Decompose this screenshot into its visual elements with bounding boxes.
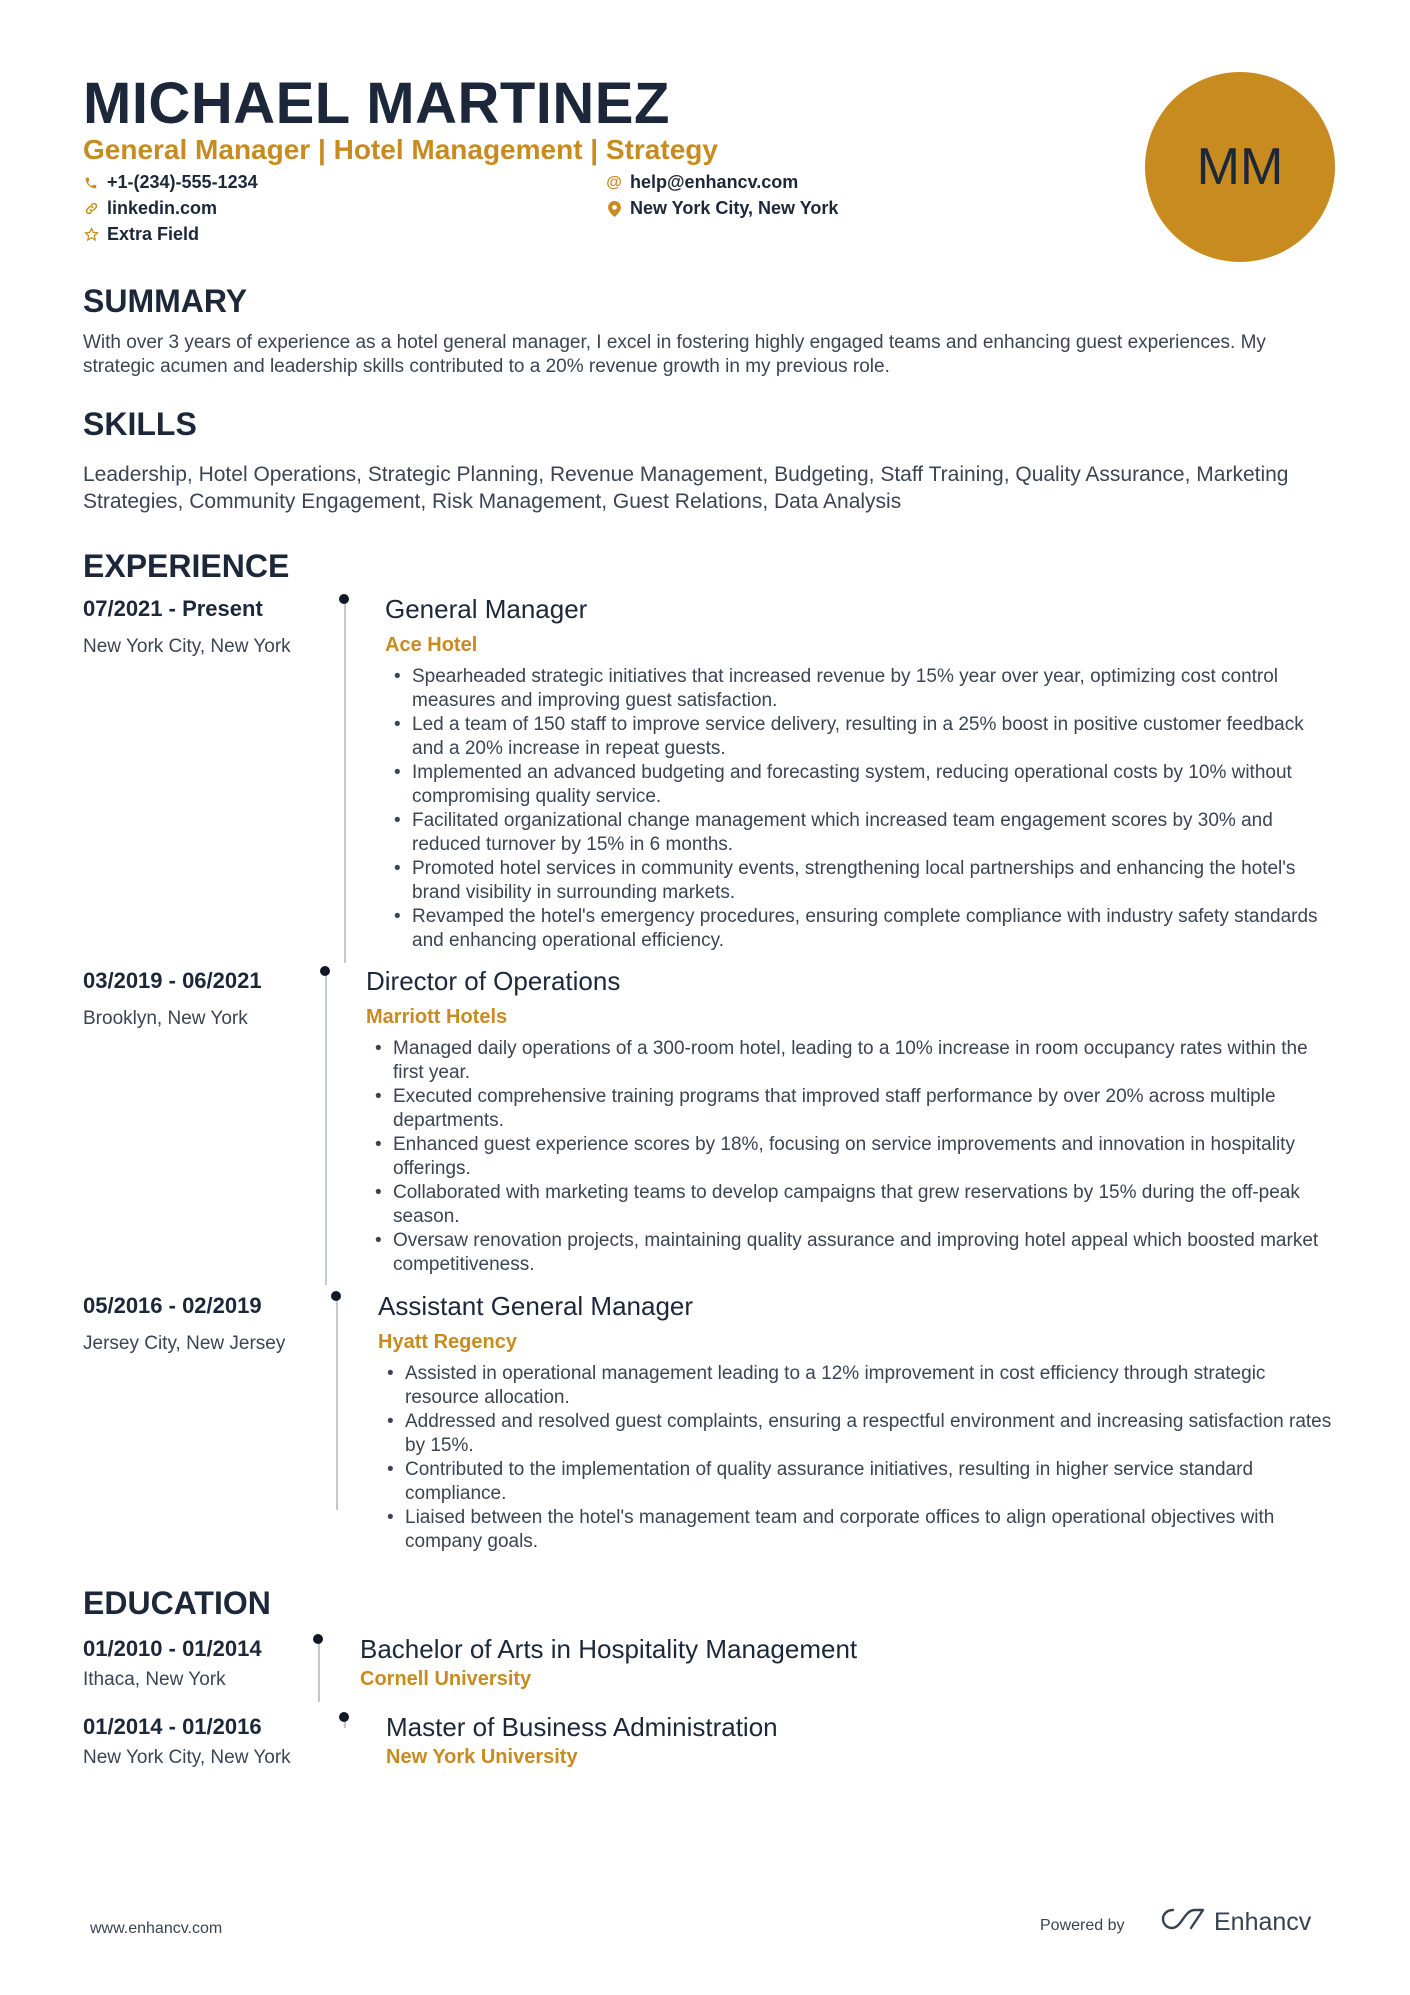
footer-website[interactable]: www.enhancv.com	[90, 1920, 223, 1937]
list-item: • Enhanced guest experience scores by 18%, focusing on service improvements and innovation in hospitality offerings.	[373, 1133, 1333, 1181]
summary-title: SUMMARY	[83, 283, 248, 319]
job-location: Brooklyn, New York	[83, 1008, 248, 1029]
timeline-dot	[313, 1634, 323, 1644]
footer-powered-by: Powered by	[1040, 1917, 1125, 1934]
contact-email[interactable]	[606, 172, 798, 193]
list-item: • Addressed and resolved guest complaints, ensuring a respectful environment and increasing satisfaction rates by 15%.	[385, 1410, 1335, 1458]
list-item: • Facilitated organizational change management which increased team engagement scores by 30% and reduced turnover by 15% in 6 months.	[392, 809, 1332, 857]
list-item: • Implemented an advanced budgeting and forecasting system, reducing operational costs by 10% without compromising quality service.	[392, 761, 1332, 809]
job-company: Hyatt Regency	[378, 1331, 517, 1353]
experience-title: EXPERIENCE	[83, 548, 290, 584]
list-item: • Promoted hotel services in community events, strengthening local partnerships and enhancing the hotel's brand visibility in surrounding markets.	[392, 857, 1332, 905]
edu-dates: 01/2010 - 01/2014	[83, 1636, 262, 1661]
job-bullets	[392, 665, 1332, 953]
list-item: • Collaborated with marketing teams to develop campaigns that grew reservations by 15% during the off-peak season.	[373, 1181, 1333, 1229]
at-icon: @	[606, 173, 622, 191]
job-dates: 07/2021 - Present	[83, 596, 263, 621]
extra-field-text: Extra Field	[107, 224, 200, 244]
edu-degree: Master of Business Administration	[386, 1712, 778, 1742]
list-item: • Oversaw renovation projects, maintaining quality assurance and improving hotel appeal which boosted market competitiveness.	[373, 1229, 1333, 1277]
education-title: EDUCATION	[83, 1585, 271, 1621]
job-title: General Manager	[385, 594, 588, 624]
contact-phone	[83, 172, 258, 193]
edu-location: Ithaca, New York	[83, 1669, 226, 1690]
timeline-line	[318, 1638, 320, 1702]
list-item: • Contributed to the implementation of quality assurance initiatives, resulting in higher service standard compliance.	[385, 1458, 1335, 1506]
timeline-line	[336, 1295, 338, 1510]
skills-title: SKILLS	[83, 406, 197, 442]
phone-icon	[83, 175, 99, 191]
list-item: • Led a team of 150 staff to improve service delivery, resulting in a 25% boost in positive customer feedback and a 20% increase in repeat guests.	[392, 713, 1332, 761]
list-item: • Assisted in operational management leading to a 12% improvement in cost efficiency through strategic resource allocation.	[385, 1362, 1335, 1410]
job-title: Assistant General Manager	[378, 1291, 694, 1321]
footer-brand-text: Enhancv	[1214, 1908, 1312, 1936]
contact-linkedin[interactable]	[83, 198, 217, 219]
footer-brand[interactable]	[1160, 1906, 1311, 1939]
phone-text: +1-(234)-555-1234	[107, 172, 258, 192]
job-location: Jersey City, New Jersey	[83, 1333, 286, 1354]
job-bullets	[373, 1037, 1333, 1277]
job-company: Marriott Hotels	[366, 1006, 508, 1028]
link-icon	[83, 201, 99, 217]
job-title: Director of Operations	[366, 966, 621, 996]
job-dates: 05/2016 - 02/2019	[83, 1293, 262, 1318]
timeline-dot	[331, 1291, 341, 1301]
enhancv-logo-icon	[1160, 1906, 1206, 1939]
candidate-name: MICHAEL MARTINEZ	[83, 71, 670, 136]
email-text: help@enhancv.com	[630, 172, 799, 192]
location-pin-icon	[606, 201, 622, 217]
list-item: • Revamped the hotel's emergency procedures, ensuring complete compliance with industry safety standards and enhancing operational efficiency.	[392, 905, 1332, 953]
job-dates: 03/2019 - 06/2021	[83, 968, 262, 993]
list-item: • Spearheaded strategic initiatives that increased revenue by 15% year over year, optimizing cost control measures and improving guest satisfaction.	[392, 665, 1332, 713]
timeline-dot	[339, 1712, 349, 1722]
candidate-headline: General Manager | Hotel Management | Strategy	[83, 134, 718, 165]
edu-school: Cornell University	[360, 1668, 532, 1690]
timeline-line	[325, 970, 327, 1285]
edu-location: New York City, New York	[83, 1747, 291, 1768]
timeline-line	[344, 598, 346, 963]
list-item: • Executed comprehensive training programs that improved staff performance by over 20% across multiple departments.	[373, 1085, 1333, 1133]
edu-dates: 01/2014 - 01/2016	[83, 1714, 262, 1739]
list-item: • Managed daily operations of a 300-room hotel, leading to a 10% increase in room occupancy rates within the first year.	[373, 1037, 1333, 1085]
edu-school: New York University	[386, 1746, 578, 1768]
skills-text: Leadership, Hotel Operations, Strategic Planning, Revenue Management, Budgeting, Staff Training, Quality Assurance, Marketing Strategies, Community Engagement, Risk Management, Guest Relations, Data Analysis	[83, 463, 1289, 513]
list-item: • Liaised between the hotel's management team and corporate offices to align operational objectives with company goals.	[385, 1506, 1335, 1554]
linkedin-text: linkedin.com	[107, 198, 218, 218]
job-bullets	[385, 1362, 1335, 1554]
star-icon	[83, 227, 99, 243]
location-text: New York City, New York	[630, 198, 839, 218]
edu-degree: Bachelor of Arts in Hospitality Management	[360, 1634, 858, 1664]
summary-text: With over 3 years of experience as a hotel general manager, I excel in fostering highly engaged teams and enhancing guest experiences. My strategic acumen and leadership skills contributed to a 20% revenue growth in my previous role.	[83, 332, 1266, 377]
timeline-dot	[320, 966, 330, 976]
contact-location	[606, 198, 838, 219]
avatar: MM	[1145, 72, 1335, 262]
job-location: New York City, New York	[83, 636, 291, 657]
timeline-dot	[339, 594, 349, 604]
contact-extra	[83, 224, 199, 245]
job-company: Ace Hotel	[385, 634, 478, 656]
